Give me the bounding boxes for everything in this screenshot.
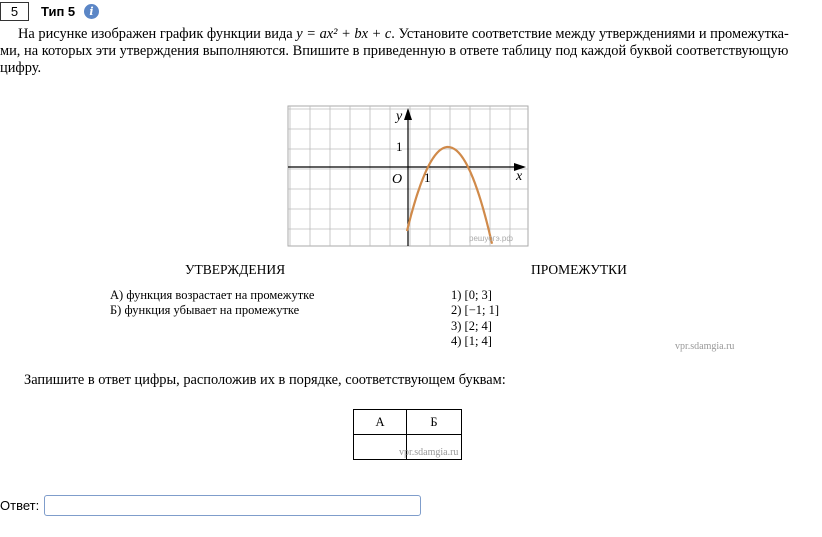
interval-4: 4) [1; 4] [451, 334, 492, 348]
table-watermark: vpr.sdamgia.ru [399, 447, 459, 458]
task-text: На рисунке изображен график функции вида y = ax² + bx + c. Установите соответствие между утверждениями и промежутка- ми, на которых эти утверждения выполняются. Впишите в приведенную в ответе таблицу под каждой буквой соответствующую цифру. [0, 26, 789, 76]
interval-3: 3) [2; 4] [451, 319, 492, 333]
x-tick-label: 1 [424, 170, 431, 185]
function-formula: y = ax² + bx + c [296, 26, 392, 42]
interval-2: 2) [−1; 1] [451, 303, 500, 317]
answer-label: Ответ: [0, 498, 40, 513]
task-number: 5 [0, 2, 29, 21]
task-type-label: Тип 5 [41, 4, 76, 19]
task-header [0, 0, 822, 24]
instruction-text: Запишите в ответ цифры, расположив их в порядке, соответствующем буквам: [24, 372, 506, 388]
graph-watermark: решуогэ.рф [469, 234, 513, 243]
statement-a: А) функция возрастает на промежутке [110, 288, 315, 302]
statement-b: Б) функция убывает на промежутке [110, 303, 300, 317]
info-icon[interactable]: i [84, 4, 99, 19]
statements-heading: УТВЕРЖДЕНИЯ [185, 262, 286, 277]
y-tick-label: 1 [396, 139, 403, 154]
interval-1: 1) [0; 3] [451, 288, 492, 302]
answer-input[interactable] [44, 495, 421, 516]
y-axis-label: y [396, 109, 403, 124]
intervals-heading: ПРОМЕЖУТКИ [531, 262, 627, 277]
function-graph [286, 104, 530, 248]
site-watermark: vpr.sdamgia.ru [675, 341, 735, 352]
answer-table-header-a: А [354, 410, 407, 435]
answer-table-header-b: Б [407, 410, 462, 435]
origin-label: O [392, 172, 403, 187]
x-axis-label: x [516, 169, 523, 184]
